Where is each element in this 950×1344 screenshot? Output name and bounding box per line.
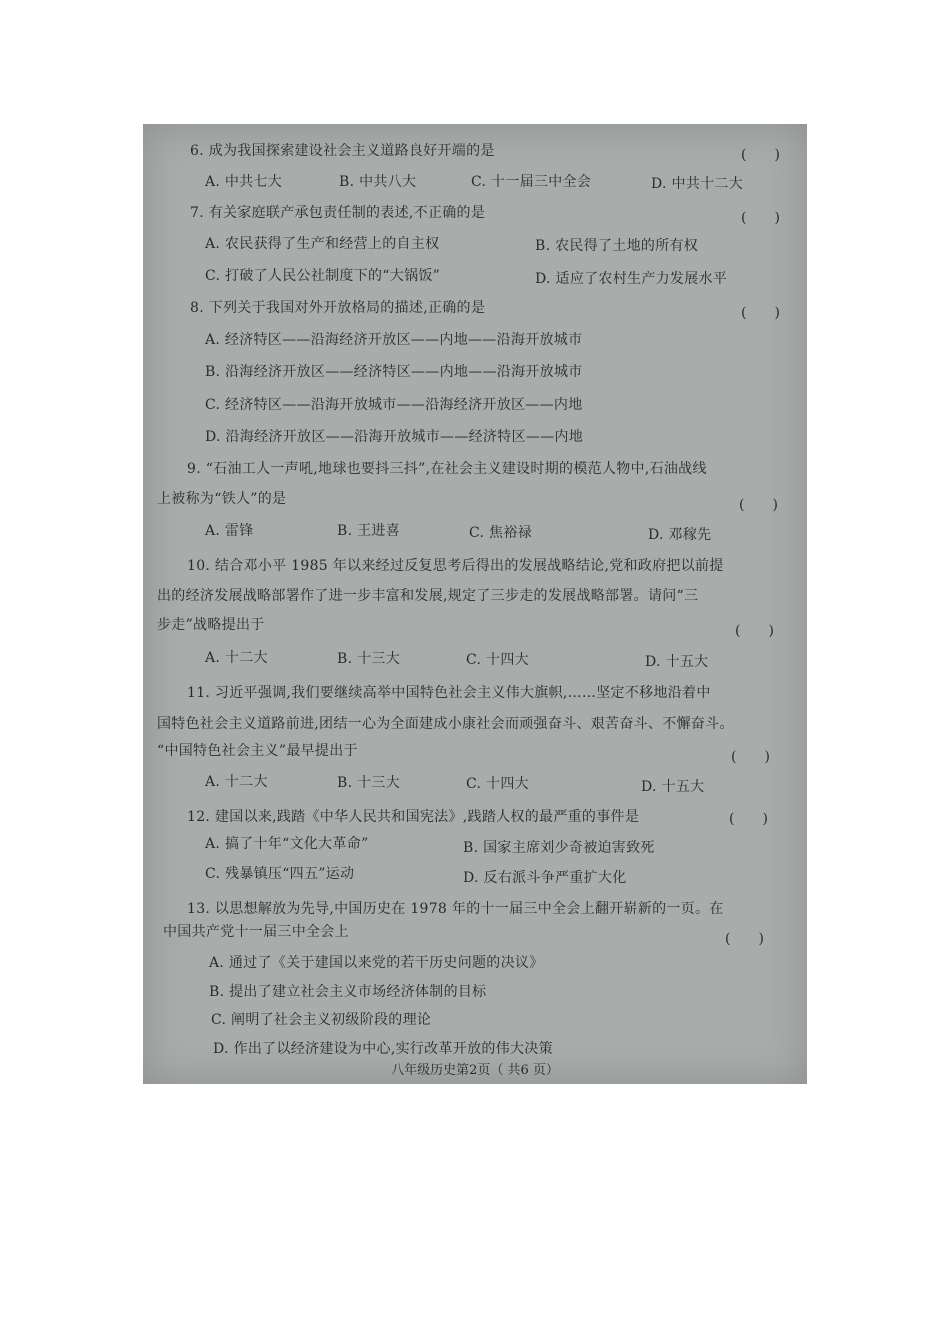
question-13-option-a: A. 通过了《关于建国以来党的若干历史问题的决议》 (209, 955, 544, 971)
question-6-answer-bracket: ( ) (741, 147, 780, 163)
question-10-stem-line-1: 10. 结合邓小平 1985 年以来经过反复思考后得出的发展战略结论,党和政府把以前提 (187, 558, 724, 574)
question-7-stem: 7. 有关家庭联产承包责任制的表述,不正确的是 (190, 205, 486, 221)
question-7-option-c: C. 打破了人民公社制度下的“大锅饭” (205, 268, 441, 284)
question-8-option-d: D. 沿海经济开放区——沿海开放城市——经济特区——内地 (205, 429, 584, 445)
question-11-stem-line-1: 11. 习近平强调,我们要继续高举中国特色社会主义伟大旗帜,……坚定不移地沿着中 (187, 685, 711, 701)
exam-page (143, 124, 807, 1084)
question-7-option-a: A. 农民获得了生产和经营上的自主权 (205, 236, 440, 252)
question-9-stem-line-1: 9. “石油工人一声吼,地球也要抖三抖”,在社会主义建设时期的模范人物中,石油战线 (187, 461, 707, 477)
question-8-option-b: B. 沿海经济开放区——经济特区——内地——沿海开放城市 (205, 364, 583, 380)
question-11-stem-line-3: “中国特色社会主义”最早提出于 (157, 743, 358, 759)
question-6-stem: 6. 成为我国探索建设社会主义道路良好开端的是 (190, 143, 495, 159)
question-12-stem: 12. 建国以来,践踏《中华人民共和国宪法》,践踏人权的最严重的事件是 (187, 809, 640, 825)
question-11-answer-bracket: ( ) (731, 749, 770, 765)
question-12-option-b: B. 国家主席刘少奇被迫害致死 (463, 840, 655, 856)
question-6-option-c: C. 十一届三中全会 (471, 174, 592, 190)
question-13-option-b: B. 提出了建立社会主义市场经济体制的目标 (209, 984, 487, 1000)
question-11-option-a: A. 十二大 (205, 774, 268, 790)
question-6-option-b: B. 中共八大 (339, 174, 417, 190)
question-13-answer-bracket: ( ) (725, 931, 764, 947)
question-10-stem-line-3: 步走”战略提出于 (157, 617, 265, 633)
question-7-answer-bracket: ( ) (741, 210, 780, 226)
question-6-option-d: D. 中共十二大 (651, 176, 744, 192)
question-8-option-c: C. 经济特区——沿海开放城市——沿海经济开放区——内地 (205, 397, 583, 413)
question-8-stem: 8. 下列关于我国对外开放格局的描述,正确的是 (190, 300, 486, 316)
question-8-option-a: A. 经济特区——沿海经济开放区——内地——沿海开放城市 (205, 332, 583, 348)
question-11-stem-line-2: 国特色社会主义道路前进,团结一心为全面建成小康社会而顽强奋斗、艰苦奋斗、不懈奋斗。 (157, 716, 734, 732)
question-13-stem-line-2: 中国共产党十一届三中全会上 (163, 924, 349, 940)
page-footer: 八年级历史第2页（ 共6 页） (391, 1063, 559, 1078)
question-7-option-d: D. 适应了农村生产力发展水平 (535, 271, 728, 287)
question-13-option-d: D. 作出了以经济建设为中心,实行改革开放的伟大决策 (213, 1041, 553, 1057)
question-9-stem-line-2: 上被称为“铁人”的是 (157, 491, 287, 507)
question-10-stem-line-2: 出的经济发展战略部署作了进一步丰富和发展,规定了三步走的发展战略部署。请问“三 (157, 588, 699, 604)
question-10-option-d: D. 十五大 (645, 654, 709, 670)
question-10-option-b: B. 十三大 (337, 651, 400, 667)
question-13-option-c: C. 阐明了社会主义初级阶段的理论 (211, 1012, 432, 1028)
question-11-option-c: C. 十四大 (466, 776, 529, 792)
question-9-option-c: C. 焦裕禄 (469, 525, 532, 541)
question-11-option-b: B. 十三大 (337, 775, 400, 791)
question-9-answer-bracket: ( ) (739, 497, 778, 513)
question-10-option-a: A. 十二大 (205, 650, 268, 666)
question-9-option-a: A. 雷锋 (205, 523, 254, 539)
question-10-answer-bracket: ( ) (735, 623, 774, 639)
question-12-option-d: D. 反右派斗争严重扩大化 (463, 870, 627, 886)
question-9-option-b: B. 王进喜 (337, 523, 400, 539)
question-12-answer-bracket: ( ) (729, 811, 768, 827)
question-11-option-d: D. 十五大 (641, 779, 705, 795)
question-9-option-d: D. 邓稼先 (648, 527, 712, 543)
question-13-stem-line-1: 13. 以思想解放为先导,中国历史在 1978 年的十一届三中全会上翻开崭新的一页。在 (187, 901, 724, 917)
question-12-option-a: A. 搞了十年“文化大革命” (205, 836, 369, 852)
question-6-option-a: A. 中共七大 (205, 174, 283, 190)
question-8-answer-bracket: ( ) (741, 305, 780, 321)
question-7-option-b: B. 农民得了土地的所有权 (535, 238, 699, 254)
question-12-option-c: C. 残暴镇压“四五”运动 (205, 866, 355, 882)
question-10-option-c: C. 十四大 (466, 652, 529, 668)
